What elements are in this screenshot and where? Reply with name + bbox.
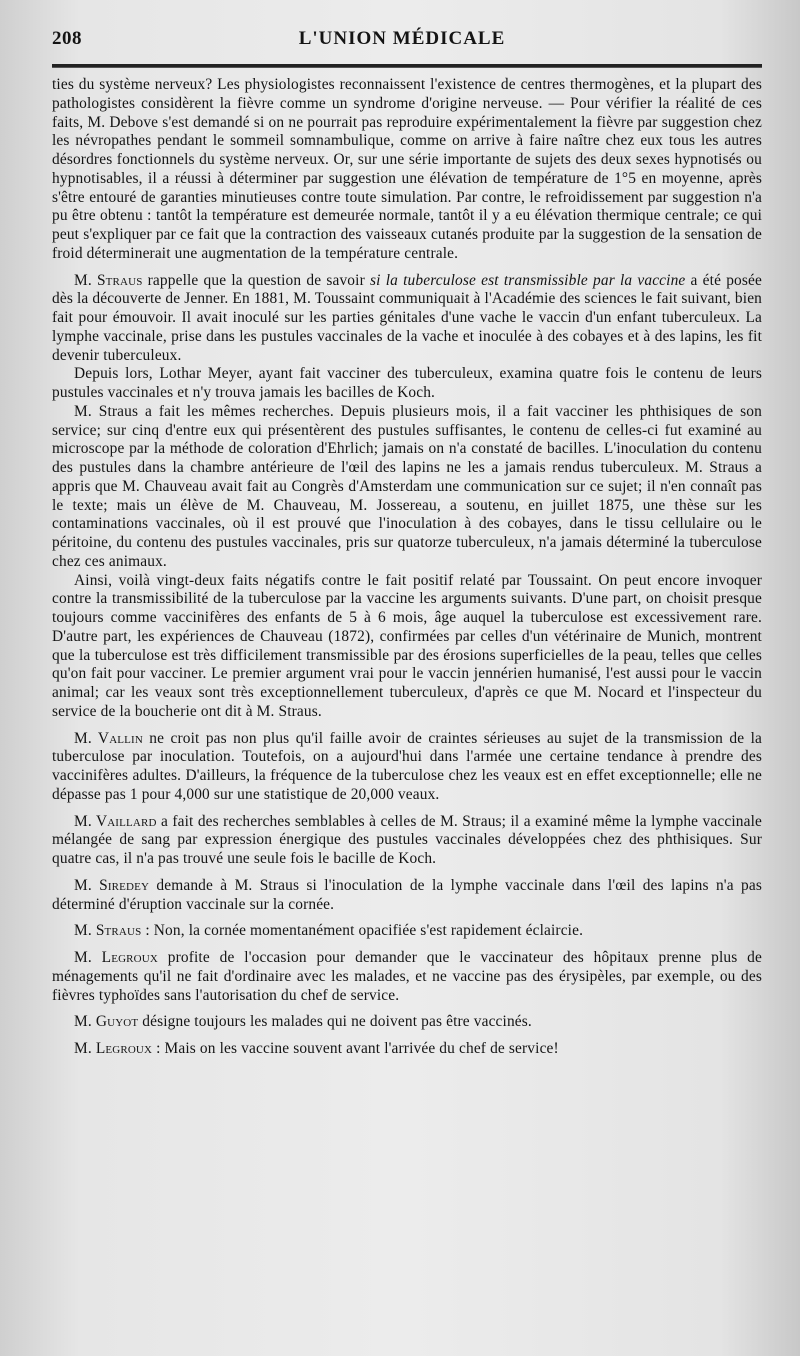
italic-question: si la tuberculose est transmissible par la vaccine (370, 271, 686, 289)
paragraph-text: : Mais on les vaccine souvent avant l'arrivée du chef de service! (152, 1040, 559, 1057)
paragraph-text: M. Straus a fait les mêmes recherches. Depuis plusieurs mois, il a fait vacciner les phthisiques de son service; sur cinq d'entre eux qui présentèrent des pustules suffisantes, le contenu de celles-ci fut examiné au microscope par la méthode de coloration d'Ehrlich; jamais on n'a constaté de bacilles. L'inoculation du contenu des pustules dans la chambre antérieure de l'œil des lapins ne les a jamais rendus tuberculeux. M. Straus a appris que M. Chauveau avait fait au Congrès d'Amsterdam une communication sur ce sujet; il n'en connaît pas le texte; mais un élève de M. Chauveau, M. Jossereau, a soutenu, en juillet 1875, une thèse sur les contaminations vaccinales, où il est prouvé que l'inoculation à des cobayes, dans le tissu cellulaire ou le péritoine, du contenu des pustules vaccinales, pris sur quatorze tuberculeux, n'a jamais déterminé la tuberculose chez ces animaux. (52, 402, 762, 570)
paragraph (52, 877, 762, 915)
paragraph (52, 572, 762, 722)
paragraph-text: désigne toujours les malades qui ne doivent pas être vaccinés. (138, 1013, 532, 1031)
speaker-name: M. Straus (74, 271, 143, 289)
paragraph (52, 730, 762, 805)
paragraph (52, 813, 762, 869)
paragraph (52, 949, 762, 1005)
speaker-name: M. Guyot (74, 1013, 139, 1031)
paragraph-text: ties du système nerveux? Les physiologistes reconnaissent l'existence de centres thermogènes, et la plupart des pathologistes considèrent la fièvre comme un syndrome d'origine nerveuse. — Pour vérifier la réalité de ces faits, M. Debove s'est demandé si on ne pourrait pas reproduire expérimentalement la fièvre par suggestion chez les névropathes pendant le sommeil somnambulique, comme on arrive à faire naître chez eux tous les autres désordres fonctionnels du système nerveux. Or, sur une série importante de sujets des deux sexes hypnotisés ou hypnotisables, il a réussi à déterminer par suggestion une élévation de température de 1°5 en moyenne, après s'être entouré de garanties minutieuses contre toute simulation. Par contre, le refroidissement par suggestion n'a pu être obtenu : tantôt la température est demeurée normale, tantôt il y a eu élévation thermique centrale; ce qui peut s'expliquer par ce fait que la contraction des vaisseaux cutanés produite par la suggestion de la sensation de froid déterminerait une augmentation de la température centrale. (52, 76, 762, 262)
paragraph-text: demande à M. Straus si l'inoculation de la lymphe vaccinale dans l'œil des lapins n'a pas déterminé d'éruption vaccinale sur la cornée. (52, 876, 762, 913)
paragraph (52, 272, 762, 366)
paragraph-text: ne croit pas non plus qu'il faille avoir de craintes sérieuses au sujet de la transmission de la tuberculose par inoculation. Toutefois, on a aujourd'hui dans l'armée une certaine tendance à prendre des vaccinifères adultes. D'ailleurs, la fréquence de la tuberculose chez les veaux est en effet exceptionnelle; elle ne dépasse pas 1 pour 4,000 sur une statistique de 20,000 veaux. (52, 729, 762, 803)
speaker-name: M. Legroux (74, 1040, 153, 1057)
speaker-name: M. Legroux (74, 949, 158, 966)
header-rule (52, 64, 762, 68)
paragraph-text: Depuis lors, Lothar Meyer, ayant fait vacciner des tuberculeux, examina quatre fois le contenu de leurs pustules vaccinales et n'y trouva jamais les bacilles de Koch. (52, 365, 762, 401)
paragraph (52, 1013, 762, 1032)
paragraph-text: : Non, la cornée momentanément opacifiée s'est rapidement éclaircie. (141, 922, 584, 940)
paragraph-text: rappelle que la question de savoir (142, 271, 370, 289)
paragraph-text: a été posée dès la découverte de Jenner. En 1881, M. Toussaint communiquait à l'Académie des sciences le fait suivant, bien fait pour émouvoir. Il avait inoculé sur les parties génitales d'une vache le vaccin d'un enfant tuberculeux. La lymphe vaccinale, prise dans les pustules vaccinales de la vache et inoculée à des cobayes et à des lapins, les fit devenir tuberculeux. (52, 271, 763, 364)
page-header (52, 28, 762, 58)
paragraph (52, 922, 762, 941)
paragraph (52, 403, 762, 572)
paragraph (52, 76, 762, 264)
paragraph-text: a fait des recherches semblables à celles de M. Straus; il a examiné même la lymphe vaccinale mélangée de sang par expression énergique des pustules vaccinales développées chez des phthisiques. Sur quatre cas, il n'a pas trouvé une seule fois le bacille de Koch. (52, 812, 763, 867)
paragraph-text: profite de l'occasion pour demander que le vaccinateur des hôpitaux prenne plus de ménagements qu'il ne fait d'ordinaire avec les malades, et ne vaccine pas des érysipèles, par exemple, ou des fièvres typhoïdes sans l'autorisation du chef de service. (52, 949, 762, 1004)
speaker-name: M. Straus (74, 922, 142, 940)
paragraph-text: Ainsi, voilà vingt-deux faits négatifs contre le fait positif relaté par Toussaint. On peut encore invoquer contre la transmissibilité de la tuberculose par la vaccine les arguments suivants. D'une part, on choisit presque toujours comme vaccinifères des enfants de 5 à 6 mois, âge auquel la tuberculose est excessivement rare. D'autre part, les expériences de Chauveau (1872), confirmées par celles d'un vétérinaire de Munich, montrent que la tuberculose est très difficilement transmissible par des érosions superficielles de la peau, telles que celles qu'on fait pour vacciner. Le premier argument vrai pour le vaccin jennérien humanisé, l'est aussi pour le vaccin animal; car les veaux sont très exceptionnellement tuberculeux, d'après ce que M. Nocard et l'inspecteur du service de la boucherie ont dit à M. Straus. (52, 571, 762, 720)
paragraph (52, 365, 762, 403)
article-body (52, 76, 762, 1059)
speaker-name: M. Vaillard (74, 812, 157, 830)
paragraph (52, 1040, 762, 1059)
speaker-name: M. Siredey (74, 876, 150, 894)
page-number: 208 (52, 28, 82, 49)
running-title: L'UNION MÉDICALE (298, 28, 506, 49)
speaker-name: M. Vallin (74, 729, 143, 747)
